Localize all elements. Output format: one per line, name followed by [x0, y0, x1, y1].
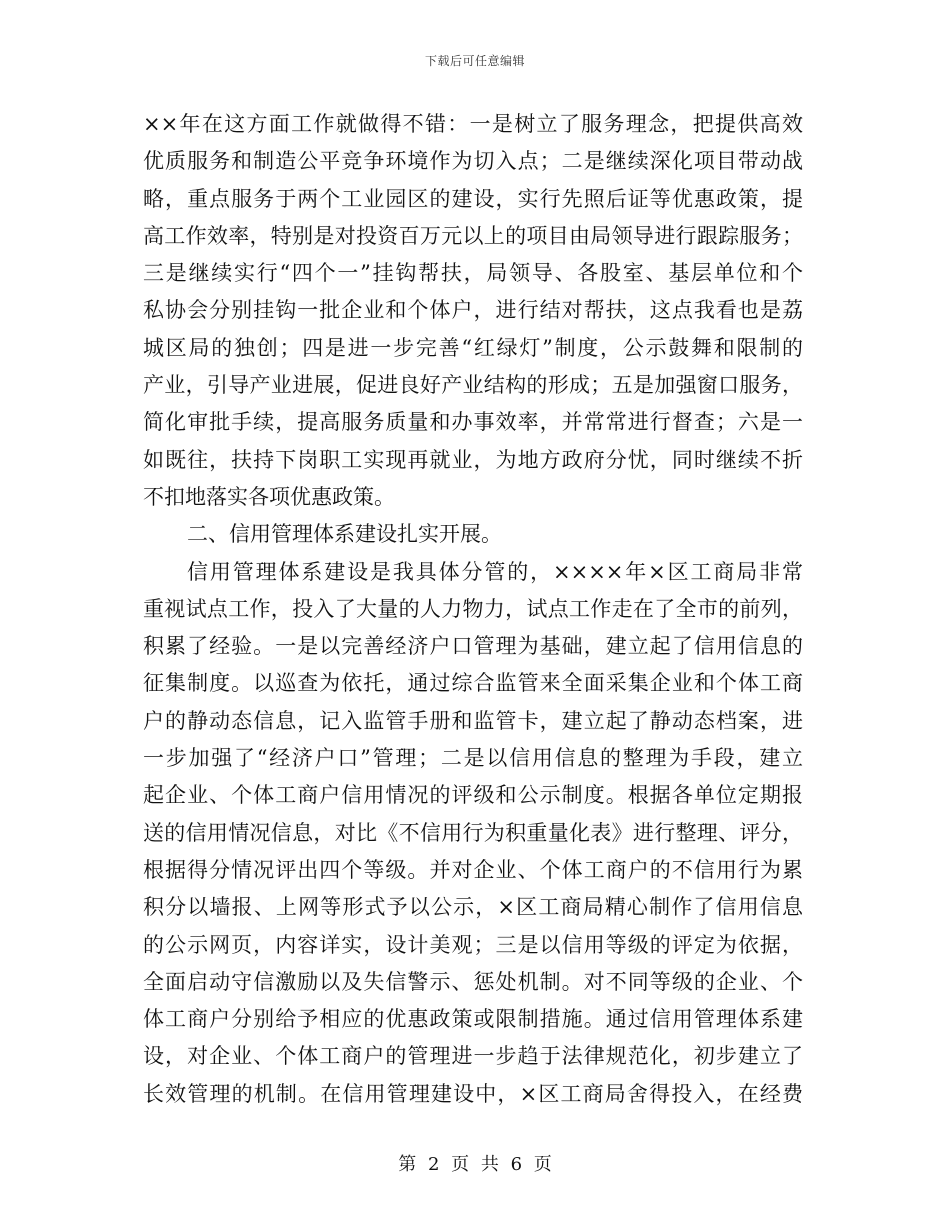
- text-line: 一步加强了“经济户口”管理；二是以信用信息的整理为手段，建立: [143, 746, 803, 771]
- text-line: 如既往，扶持下岗职工实现再就业，为地方政府分忧，同时继续不折: [143, 447, 803, 472]
- text-line: 积分以墙报、上网等形式予以公示，×区工商局精心制作了信用信息: [143, 895, 803, 920]
- paragraph-2: [143, 554, 803, 1113]
- text-line: 体工商户分别给予相应的优惠政策或限制措施。通过信用管理体系建: [143, 1007, 803, 1032]
- text-line: 私协会分别挂钩一批企业和个体户，进行结对帮扶，这点我看也是荔: [143, 298, 803, 323]
- section-heading: [143, 516, 803, 553]
- text-line: 简化审批手续，提高服务质量和办事效率，并常常进行督查；六是一: [143, 410, 803, 435]
- text-line: 三是继续实行“四个一”挂钩帮扶，局领导、各股室、基层单位和个: [143, 261, 803, 286]
- text-line: 积累了经验。一是以完善经济户口管理为基础，建立起了信用信息的: [143, 634, 803, 659]
- text-line: 设，对企业、个体工商户的管理进一步趋于法律规范化，初步建立了: [143, 1044, 803, 1069]
- text-line: 产业，引导产业进展，促进良好产业结构的形成；五是加强窗口服务，: [143, 373, 803, 398]
- document-body: [143, 106, 803, 1113]
- text-line: 不扣地落实各项优惠政策。: [143, 484, 395, 509]
- section-heading-text: 二、信用管理体系建设扎实开展。: [187, 522, 502, 547]
- text-line: 信用管理体系建设是我具体分管的，××××年×区工商局非常: [187, 559, 803, 584]
- text-line: 根据得分情况评出四个等级。并对企业、个体工商户的不信用行为累: [143, 857, 803, 882]
- text-line: 送的信用情况信息，对比《不信用行为积重量化表》进行整理、评分，: [143, 820, 803, 845]
- text-line: 全面启动守信激励以及失信警示、惩处机制。对不同等级的企业、个: [143, 969, 803, 994]
- text-line: 征集制度。以巡查为依托，通过综合监管来全面采集企业和个体工商: [143, 671, 803, 696]
- text-line: 起企业、个体工商户信用情况的评级和公示制度。根据各单位定期报: [143, 783, 803, 808]
- page-number-footer: 第 2 页 共 6 页: [398, 1154, 552, 1175]
- text-line: 的公示网页，内容详实，设计美观；三是以信用等级的评定为依据，: [143, 932, 803, 957]
- text-line: 户的静动态信息，记入监管手册和监管卡，建立起了静动态档案，进: [143, 708, 803, 733]
- text-line: 长效管理的机制。在信用管理建设中，×区工商局舍得投入，在经费: [143, 1081, 803, 1106]
- paragraph-1: [143, 106, 803, 516]
- text-line: 城区局的独创；四是进一步完善“红绿灯”制度，公示鼓舞和限制的: [143, 335, 803, 360]
- page-header: 下载后可任意编辑: [424, 54, 525, 68]
- text-line: 重视试点工作，投入了大量的人力物力，试点工作走在了全市的前列，: [143, 596, 803, 621]
- text-line: 略，重点服务于两个工业园区的建设，实行先照后证等优惠政策，提: [143, 186, 803, 211]
- text-line: 优质服务和制造公平竞争环境作为切入点；二是继续深化项目带动战: [143, 149, 803, 174]
- text-line: ××年在这方面工作就做得不错：一是树立了服务理念，把提供高效: [143, 112, 803, 136]
- text-line: 高工作效率，特别是对投资百万元以上的项目由局领导进行跟踪服务；: [143, 223, 803, 248]
